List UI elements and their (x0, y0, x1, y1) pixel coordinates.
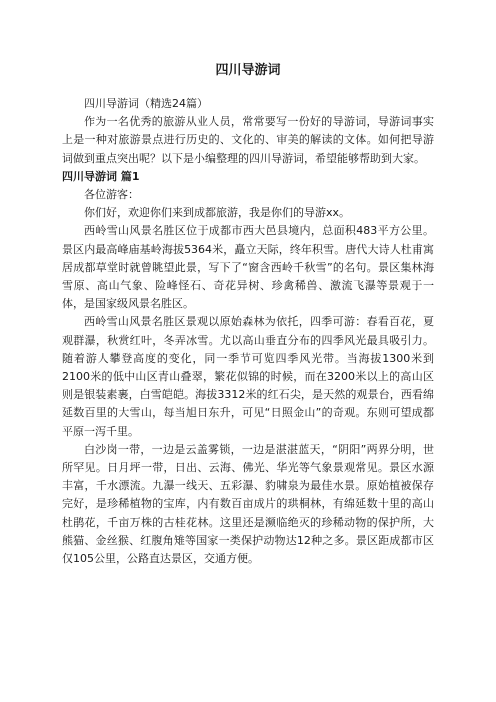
intro-subtitle: 四川导游词（精选24篇） (84, 97, 208, 110)
greeting-line: 各位游客： (84, 188, 139, 202)
intro-paragraph: 作为一名优秀的旅游从业人员，常常要写一份好的导游词，导游词事实上是一种对旅游景点进行历史的、文化的、审美的解读的文体。如何把导游词做到重点突出呢？以下是小编整理的四川导游词，希望能够帮助到大家。 (62, 115, 434, 165)
body-paragraph: 西岭雪山风景名胜区位于成都市西大邑县境内，总面积483平方公里。景区内最高峰庙基岭海拔5364米，矗立天际，终年积雪。唐代大诗人杜甫寓居成都草堂时就曾眺望此景，写下了“窗含西岭千秋雪”的名句。景区集林海雪原、高山气象、险峰怪石、奇花异树、珍禽稀兽、激流飞瀑等景观于一体，是国家级风景名胜区。 (62, 224, 434, 311)
document-body (62, 95, 434, 568)
welcome-line: 你们好，欢迎你们来到成都旅游，我是你们的导游xx。 (84, 206, 351, 220)
body-paragraph: 白沙岗一带，一边是云盖雾锁，一边是湛湛蓝天，“阴阳”两界分明，世所罕见。日月坪一带，日出、云海、佛光、华光等气象景观常见。景区水源丰富，千水漂流。九瀑一线天、五彩瀑、豹啸泉为最佳水景。原始植被保存完好，是珍稀植物的宝库，内有数百亩成片的珙桐林，有绵延数十里的高山杜鹃花，千亩万株的古桂花林。这里还是濒临绝灭的珍稀动物的保护所，大熊猫、金丝猴、红腹角雉等国家一类保护动物达12种之多。景区距成都市区仅105公里，公路直达景区，交通方便。 (62, 442, 434, 566)
body-paragraph: 西岭雪山风景名胜区景观以原始森林为依托，四季可游：春看百花，夏观群瀑，秋赏红叶，冬弄冰雪。尤以高山垂直分布的四季风光最具吸引力。随着游人攀登高度的变化，同一季节可览四季风光带。当海拔1300米到2100米的低中山区青山叠翠，繁花似锦的时候，而在3200米以上的高山区则是银装素裹，白雪皑皑。海拔3312米的红石尖，是天然的观景台，西看绵延数百里的大雪山，每当旭日东升，可见“日照金山”的奇观。东则可望成都平原一泻千里。 (62, 315, 434, 438)
document-title: 四川导游词 (215, 63, 281, 78)
section-heading: 四川导游词 篇1 (62, 169, 140, 183)
